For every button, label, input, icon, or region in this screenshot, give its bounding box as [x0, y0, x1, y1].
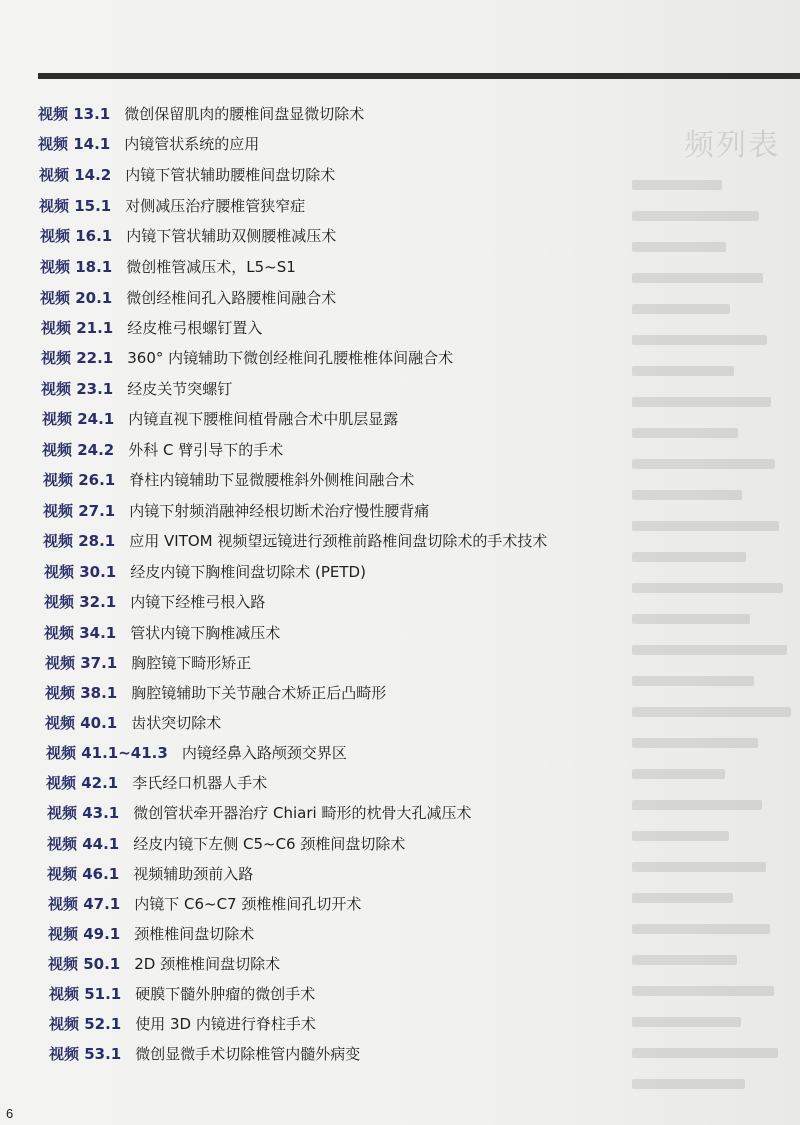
bleed-line	[632, 614, 750, 624]
video-title: 微创经椎间孔入路腰椎间融合术	[126, 288, 337, 307]
list-item	[45, 680, 386, 704]
bleed-line	[632, 180, 722, 190]
list-item	[41, 315, 262, 339]
list-item	[42, 437, 283, 461]
list-item	[48, 921, 254, 945]
list-item	[41, 345, 453, 369]
list-item	[49, 1011, 316, 1035]
video-title: 内镜下 C6~C7 颈椎椎间孔切开术	[134, 894, 362, 913]
list-item	[48, 891, 361, 915]
video-title: 经皮内镜下左侧 C5~C6 颈椎间盘切除术	[133, 834, 406, 853]
video-number: 视频 14.2	[39, 165, 112, 184]
bleed-line	[632, 1017, 741, 1027]
bleed-line	[632, 211, 759, 221]
video-title: 内镜管状系统的应用	[124, 134, 260, 153]
video-title: 内镜下管状辅助腰椎间盘切除术	[125, 165, 336, 184]
video-title: 管状内镜下胸椎减压术	[130, 623, 281, 642]
bleed-title: 频列表	[684, 128, 780, 163]
bleed-line	[632, 459, 775, 469]
bleed-line	[632, 366, 734, 376]
video-number: 视频 51.1	[49, 984, 122, 1003]
list-item	[49, 981, 315, 1005]
video-number: 视频 24.1	[42, 409, 115, 428]
video-title: 内镜直视下腰椎间植骨融合术中肌层显露	[128, 409, 399, 428]
list-item	[45, 650, 251, 674]
list-item	[44, 620, 280, 644]
video-title: 内镜下管状辅助双侧腰椎减压术	[126, 226, 337, 245]
video-number: 视频 15.1	[39, 196, 112, 215]
video-number: 视频 14.1	[38, 134, 111, 153]
bleed-line	[632, 707, 791, 717]
video-number: 视频 20.1	[40, 288, 113, 307]
bleed-line	[632, 583, 783, 593]
video-title: 应用 VITOM 视频望远镜进行颈椎前路椎间盘切除术的手术技术	[129, 531, 548, 550]
video-number: 视频 50.1	[48, 954, 121, 973]
video-number: 视频 52.1	[49, 1014, 122, 1033]
list-item	[43, 467, 414, 491]
list-item	[39, 162, 335, 186]
bleed-line	[632, 831, 729, 841]
bleed-line	[632, 490, 742, 500]
bleed-line	[632, 304, 730, 314]
video-number: 视频 13.1	[38, 104, 111, 123]
list-item	[47, 831, 405, 855]
list-item	[46, 740, 347, 764]
bleed-line	[632, 893, 733, 903]
video-number: 视频 42.1	[46, 773, 119, 792]
video-number: 视频 43.1	[47, 803, 120, 822]
video-number: 视频 22.1	[41, 348, 114, 367]
bleed-line	[632, 273, 763, 283]
list-item	[47, 800, 471, 824]
video-title: 360° 内镜辅助下微创经椎间孔腰椎椎体间融合术	[127, 348, 454, 367]
bleed-line	[632, 645, 787, 655]
video-title: 硬膜下髓外肿瘤的微创手术	[135, 984, 316, 1003]
video-title: 使用 3D 内镜进行脊柱手术	[135, 1014, 316, 1033]
video-number: 视频 46.1	[47, 864, 120, 883]
video-title: 脊柱内镜辅助下显微腰椎斜外侧椎间融合术	[129, 470, 415, 489]
list-item	[38, 101, 364, 125]
bleed-line	[632, 676, 754, 686]
video-title: 内镜下射频消融神经根切断术治疗慢性腰背痛	[129, 501, 430, 520]
list-item	[45, 710, 221, 734]
bleed-line	[632, 862, 766, 872]
bleed-line	[632, 955, 737, 965]
page-number: 6	[6, 1106, 14, 1121]
bleed-line	[632, 335, 767, 345]
video-title: 微创椎管减压术，L5~S1	[126, 257, 296, 276]
list-item	[46, 770, 267, 794]
bleed-line	[632, 800, 762, 810]
video-number: 视频 30.1	[44, 562, 117, 581]
video-number: 视频 24.2	[42, 440, 115, 459]
video-title: 颈椎椎间盘切除术	[134, 924, 255, 943]
list-item	[44, 589, 265, 613]
list-item	[47, 861, 253, 885]
video-title: 胸腔镜辅助下关节融合术矫正后凸畸形	[131, 683, 387, 702]
bleed-through-text	[622, 120, 800, 1100]
video-title: 外科 C 臂引导下的手术	[128, 440, 284, 459]
bleed-line	[632, 986, 774, 996]
list-item	[40, 223, 336, 247]
bleed-line	[632, 428, 738, 438]
list-item	[42, 406, 398, 430]
bleed-line	[632, 769, 725, 779]
bleed-line	[632, 521, 779, 531]
video-title: 经皮关节突螺钉	[127, 379, 233, 398]
bleed-line	[632, 242, 726, 252]
list-item	[48, 951, 280, 975]
video-title: 视频辅助颈前入路	[133, 864, 254, 883]
video-number: 视频 44.1	[47, 834, 120, 853]
list-item	[49, 1041, 360, 1065]
video-title: 对侧减压治疗腰椎管狭窄症	[125, 196, 306, 215]
video-title: 李氏经口机器人手术	[132, 773, 268, 792]
video-number: 视频 34.1	[44, 623, 117, 642]
video-title: 经皮椎弓根螺钉置入	[127, 318, 263, 337]
list-item	[43, 528, 547, 552]
video-number: 视频 38.1	[45, 683, 118, 702]
video-title: 胸腔镜下畸形矫正	[131, 653, 252, 672]
bleed-line	[632, 552, 746, 562]
video-title: 微创显微手术切除椎管内髓外病变	[135, 1044, 361, 1063]
list-item	[41, 376, 232, 400]
video-number: 视频 32.1	[44, 592, 117, 611]
video-number: 视频 47.1	[48, 894, 121, 913]
video-title: 经皮内镜下胸椎间盘切除术 (PETD)	[130, 562, 366, 581]
video-title: 齿状突切除术	[131, 713, 222, 732]
video-number: 视频 41.1~41.3	[46, 743, 168, 762]
video-number: 视频 18.1	[40, 257, 113, 276]
bleed-line	[632, 738, 758, 748]
list-item	[40, 285, 336, 309]
list-item	[44, 559, 366, 583]
list-item	[39, 193, 305, 217]
video-number: 视频 16.1	[40, 226, 113, 245]
video-number: 视频 28.1	[43, 531, 116, 550]
video-number: 视频 21.1	[41, 318, 114, 337]
video-title: 2D 颈椎椎间盘切除术	[134, 954, 281, 973]
video-number: 视频 26.1	[43, 470, 116, 489]
bleed-line	[632, 397, 771, 407]
video-number: 视频 27.1	[43, 501, 116, 520]
list-item	[43, 498, 429, 522]
list-item	[38, 131, 259, 155]
bleed-line	[632, 1079, 745, 1089]
video-number: 视频 53.1	[49, 1044, 122, 1063]
bleed-line	[632, 924, 770, 934]
video-title: 微创管状牵开器治疗 Chiari 畸形的枕骨大孔减压术	[133, 803, 472, 822]
list-item	[40, 254, 296, 278]
video-number: 视频 49.1	[48, 924, 121, 943]
video-number: 视频 23.1	[41, 379, 114, 398]
video-number: 视频 37.1	[45, 653, 118, 672]
video-title: 内镜经鼻入路颅颈交界区	[181, 743, 347, 762]
video-number: 视频 40.1	[45, 713, 118, 732]
bleed-line	[632, 1048, 778, 1058]
video-title: 内镜下经椎弓根入路	[130, 592, 266, 611]
header-rule	[38, 73, 800, 79]
video-title: 微创保留肌肉的腰椎间盘显微切除术	[124, 104, 365, 123]
